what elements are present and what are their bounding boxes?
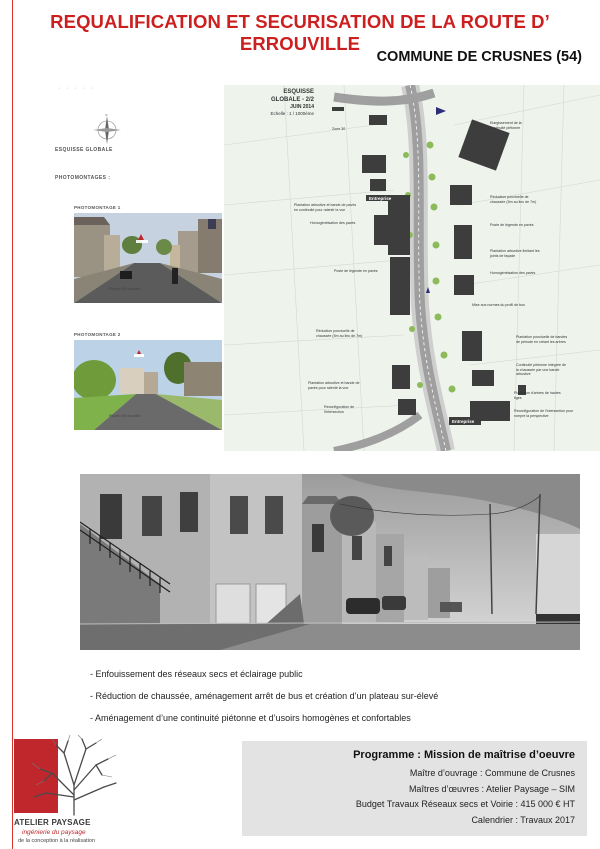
plan-annotation: Mise aux normes du profil de bus: [472, 303, 525, 307]
plan-annotation: Réduction ponctuelle de chaussée (5m au lieu de 7m): [490, 195, 537, 204]
plan-annotation: Réduction ponctuelle de chaussée (5m au lieu de 7m): [316, 329, 363, 338]
programme-line: Calendrier : Travaux 2017: [471, 814, 575, 825]
plan-annotation: Reconfiguration de l'intersection pour rompre la perspective: [514, 409, 574, 418]
list-item: - Réduction de chaussée, aménagement arrêt de bus et création d’un plateau sur-élevé: [90, 691, 439, 701]
programme-panel: [242, 741, 587, 836]
photomontage-card-1: [74, 205, 232, 315]
photomontage-image-2: [74, 340, 222, 430]
plan-annotation: Reconfiguration de l'intersection: [324, 405, 355, 414]
plan-annotation: Plantation arbustive limitant les joints de façade: [490, 249, 540, 258]
photo-card-caption: Route d'Errouville: [109, 286, 141, 291]
programme-line: Maître d’ouvrage : Commune de Crusnes: [409, 768, 575, 778]
photo-card-head: PHOTOMONTAGE 2: [74, 332, 121, 337]
margin-rule: [12, 0, 13, 849]
plan-label-entreprise: Entreprise: [369, 196, 392, 201]
list-item: - Enfouissement des réseaux secs et éclairage public: [90, 669, 303, 679]
esquisse-label: ESQUISSE GLOBALE: [55, 147, 113, 153]
plan-label-entreprise: Entreprise: [452, 419, 475, 424]
plan-annotation: Elargissement de la continuité piétonne: [490, 121, 522, 130]
sketch-board: [50, 85, 600, 451]
programme-title: Programme : Mission de maîtrise d’oeuvre: [353, 749, 575, 761]
plan-annotation: Homogénéisation des pavés: [310, 221, 356, 225]
programme-line: Budget Travaux Réseaux secs et Voirie : 415 000 € HT: [355, 799, 575, 809]
works-list: [90, 669, 438, 735]
street-photo: [80, 474, 580, 650]
plan-annotation: Plantation d'arbres de hautes tiges: [514, 391, 561, 400]
plan-annotation: Zone 30: [332, 127, 346, 131]
plan-annotation: Plantation arbustive et bande de pavés en continuité pour ralentir la vue: [294, 203, 357, 212]
photomontage-image-1: [74, 213, 222, 303]
card-badge: [208, 219, 216, 229]
plan-annotation: Poste de légende en pavés: [490, 223, 534, 227]
plan-title: ESQUISSE GLOBALE - 2/2: [270, 89, 314, 104]
logo-name: ATELIER PAYSAGE: [14, 818, 91, 827]
plan-header: [254, 88, 314, 117]
page-title: REQUALIFICATION ET SECURISATION DE LA ROUTE D’ ERROUVILLE: [50, 11, 550, 54]
photomontage-card-2: [74, 332, 232, 438]
photo-card-head: PHOTOMONTAGE 1: [74, 205, 121, 210]
svg-text:N: N: [105, 113, 108, 117]
compass-rose-icon: [90, 113, 124, 147]
decorative-dots: · · · · ·: [58, 85, 96, 92]
plan-annotation: Plantation arbustive et bande de pavés pour ralentir la vue: [308, 381, 360, 390]
plan-scale: Echelle : 1 / 1000ème: [270, 110, 314, 116]
plan-annotation: Continuité piétonne intégrée de la chaussée par une bande arbustive: [516, 363, 566, 377]
page-subtitle: COMMUNE DE CRUSNES (54): [376, 49, 582, 65]
plan-annotation: Plantation ponctuelle de bandes de période en créant les arbres: [516, 335, 568, 344]
plan-annotation: Homogénéisation des pavés: [490, 271, 536, 275]
plan-date: JUIN 2014: [290, 104, 314, 111]
plan-annotation: Poste de légende en pavés: [334, 269, 378, 273]
logo-tagline-2: de la conception à la réalisation: [18, 838, 96, 844]
photo-card-caption: Route d'Errouville: [109, 413, 141, 418]
list-item: - Aménagement d’une continuité piétonne et d’usoirs homogènes et confortables: [90, 713, 411, 723]
esquisse-plan: [224, 85, 600, 451]
logo-tagline: ingénierie du paysage: [22, 829, 86, 836]
programme-line: Maîtres d’œuvres : Atelier Paysage – SIM: [408, 783, 575, 794]
photomontages-label: PHOTOMONTAGES :: [55, 175, 111, 181]
